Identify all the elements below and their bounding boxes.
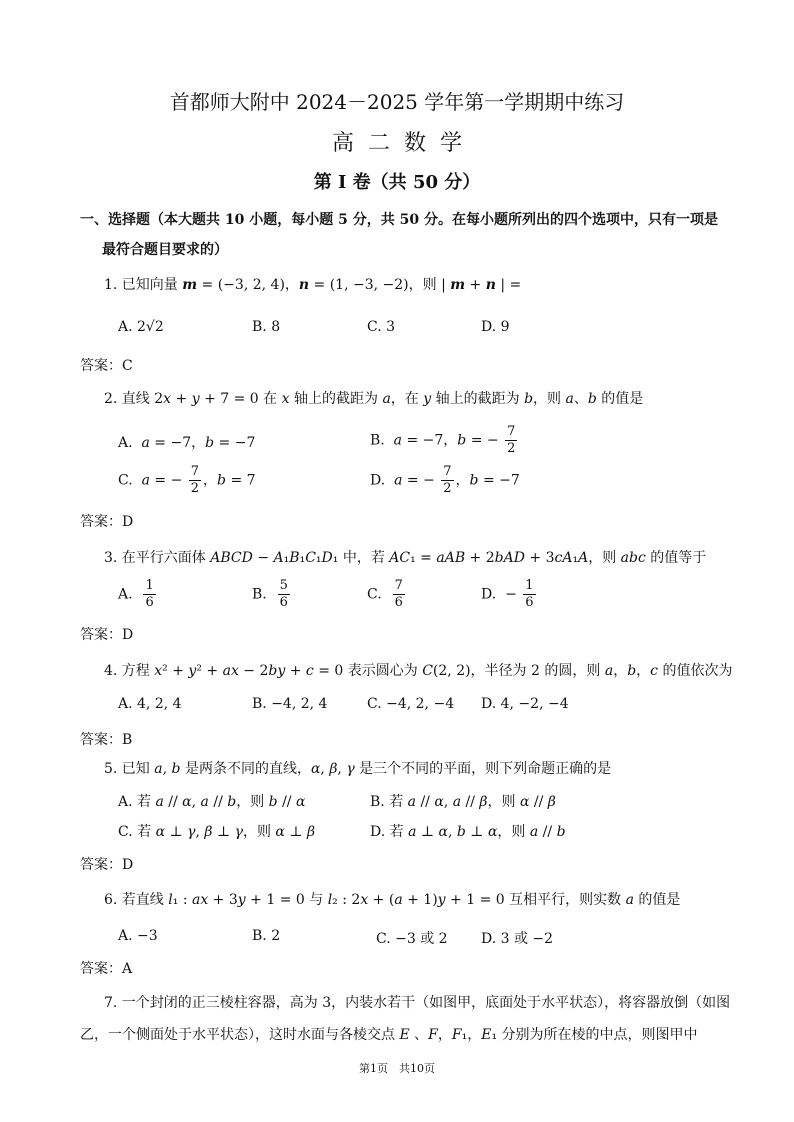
q2-option-d: D. a = − $\frac{7}{2}$ ，b = −7 <box>370 464 520 496</box>
q6-option-c: C. −3 或 2 <box>376 931 448 947</box>
question-4: 4. 方程 x² + y² + ax − 2by + c = 0 表示圆心为 C(2, 2)，半径为 2 的圆，则 a，b，c 的值依次为 <box>104 663 733 679</box>
q4-option-c: C. −4, 2, −4 <box>367 696 455 712</box>
q3-option-c: C. $\frac{7}{6}$ <box>367 578 403 610</box>
q4-option-a: A. 4, 2, 4 <box>118 696 182 712</box>
q3-option-a: A. $\frac{1}{6}$ <box>118 578 154 610</box>
q1-option-d: D. 9 <box>481 319 510 335</box>
subject-title: 高二数学 <box>331 131 476 156</box>
volume-heading: 第 I 卷（共 50 分） <box>313 172 481 193</box>
q6-option-b: B. 2 <box>252 928 281 944</box>
section-heading-line2: 最符合题目要求的） <box>102 242 228 258</box>
question-7-line2: 乙，一个侧面处于水平状态），这时水面与各棱交点 E 、F，F₁，E₁ 分别为所在棱的中点，则图甲中 <box>80 1027 698 1043</box>
q5-option-c: C. 若 α ⊥ γ, β ⊥ γ，则 α ⊥ β <box>118 824 316 840</box>
q5-option-b: B. 若 a // α, a // β，则 α // β <box>370 794 556 810</box>
q3-option-b: B. $\frac{5}{6}$ <box>252 578 288 610</box>
q5-option-a: A. 若 a // α, a // b，则 b // α <box>118 794 306 810</box>
question-6: 6. 若直线 l₁ : ax + 3y + 1 = 0 与 l₂ : 2x + (a + 1)y + 1 = 0 互相平行，则实数 a 的值是 <box>104 892 681 908</box>
q2-answer: 答案：D <box>80 514 134 530</box>
question-5: 5. 已知 a, b 是两条不同的直线，α, β, γ 是三个不同的平面，则下列命题正确的是 <box>104 761 612 777</box>
page-footer: 第1页 共10页 <box>359 1062 435 1075</box>
q3-option-d: D. − $\frac{1}{6}$ <box>481 578 534 610</box>
exam-title: 首都师大附中 2024－2025 学年第一学期期中练习 <box>169 90 625 114</box>
section-heading-line1: 一、选择题（本大题共 10 小题，每小题 5 分，共 50 分。在每小题所列出的四个选项中，只有一项是 <box>80 212 718 228</box>
question-3: 3. 在平行六面体 ABCD − A₁B₁C₁D₁ 中，若 AC₁ = aAB + 2bAD + 3cA₁A，则 abc 的值等于 <box>104 550 707 566</box>
q5-option-d: D. 若 a ⊥ α, b ⊥ α，则 a // b <box>370 824 566 840</box>
q2-option-c: C. a = − $\frac{7}{2}$ ，b = 7 <box>118 464 256 496</box>
section-heading <box>80 205 720 265</box>
q4-answer: 答案：B <box>80 732 133 748</box>
question-7-line1: 7. 一个封闭的正三棱柱容器，高为 3，内装水若干（如图甲，底面处于水平状态），将容器放倒（如图 <box>104 995 731 1011</box>
q4-option-d: D. 4, −2, −4 <box>481 696 569 712</box>
q3-answer: 答案：D <box>80 627 134 643</box>
q6-option-d: D. 3 或 −2 <box>481 931 554 947</box>
q1-option-c: C. 3 <box>367 319 396 335</box>
question-2: 2. 直线 2x + y + 7 = 0 在 x 轴上的截距为 a，在 y 轴上的截距为 b，则 a、b 的值是 <box>104 391 644 407</box>
q6-answer: 答案：A <box>80 961 133 977</box>
q6-option-a: A. −3 <box>118 928 158 944</box>
q1-option-a: A. 2√2 <box>118 319 164 335</box>
q2-option-a: A. a = −7，b = −7 <box>118 435 256 451</box>
q1-answer: 答案：C <box>80 358 133 374</box>
q5-answer: 答案：D <box>80 857 134 873</box>
q4-option-b: B. −4, 2, 4 <box>252 696 328 712</box>
q2-option-b: B. a = −7，b = − $\frac{7}{2}$ <box>370 424 516 456</box>
question-1: 1. 已知向量 m = (−3, 2, 4)，n = (1, −3, −2)，则 | m + n | = <box>104 277 522 293</box>
q1-option-b: B. 8 <box>252 319 281 335</box>
